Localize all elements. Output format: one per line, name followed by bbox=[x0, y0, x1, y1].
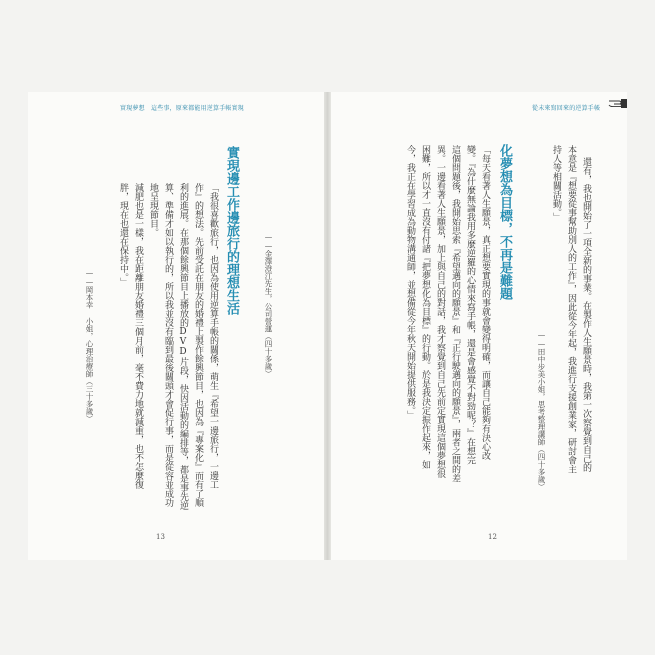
right-intro-col-1: 還有，我也開始了一項全新的事業。在製作人生願景時，我第一次察覺到自己的 bbox=[581, 157, 591, 472]
left-signature-1: ——金澤澄江先生，公司營運（四十多歲） bbox=[264, 232, 273, 378]
left-para-col-5: 地呈現節目。 bbox=[148, 183, 158, 237]
left-para-col-2: 作』的想法。先前受託在朋友的婚禮上製作餘興節目，也因為『專案化』而有了順 bbox=[193, 183, 203, 507]
right-intro-col-2: 本意是『想要從事幫助別人的工作』，因此從今年起，我進行支援創業家，研討會主 bbox=[566, 145, 576, 474]
left-para-col-3: 利的進展。在那個餘興節目上播放的DVD片段，快因活動的編排等，都是事先逆 bbox=[178, 183, 188, 510]
left-para2-col-2: 胖，現在也還在保持中。」 bbox=[118, 183, 128, 287]
right-para-col-1: 「每天看著人生願景，真正想要實現的事就會變得明確，而讓自己能夠有決心改 bbox=[480, 145, 490, 460]
left-signature-2: ——岡本幸 小姐，心理治療師（三十多歲） bbox=[85, 268, 94, 423]
page-number-right: 12 bbox=[488, 533, 497, 541]
left-para-col-4: 算、準備才如以執行的，所以我並沒有臨到最後關頭才會促行事，而是從容並成功 bbox=[163, 183, 173, 507]
right-para-col-4: 異。一邊看著人生願景，加上與自己的對話，我才察覺到自己先前定實現這個夢想很 bbox=[435, 145, 445, 478]
right-signature: ——田中步美小姐，思考整理講師（四十多歲） bbox=[537, 330, 546, 491]
right-para-col-5: 困難，所以才一直沒有付諸『把夢想化為目標』的行動。於是我決定振作起來，如 bbox=[420, 145, 430, 469]
left-para-col-1: 「我很喜歡旅行，也因為使用逆算手帳的關係，萌生『希望一邊旅行，一邊工 bbox=[208, 183, 218, 489]
book-gutter bbox=[324, 92, 331, 560]
pointing-hand-icon bbox=[608, 97, 628, 109]
left-running-head: 實現夢想 這些事，原來都能用逆算手帳實現 bbox=[120, 105, 245, 112]
right-para-col-3: 這個問題後，我開始思索『希望邁向的願景』和『正行駛邁向的願景』，兩者之間的差 bbox=[450, 145, 460, 483]
right-section-heading: 化夢想為目標，不再是難題 bbox=[497, 144, 512, 300]
left-para2-col-1: 減肥也是一樣，我在距離朋友婚禮三個月前，毫不費力地就減重，也不怎麼復 bbox=[133, 183, 143, 489]
right-para-col-6: 今，我正在學習成為動物溝通師，並想備從今年秋天開始提供服務。」 bbox=[405, 145, 415, 420]
right-intro-col-3: 持人等相關活動。」 bbox=[551, 145, 561, 222]
left-section-heading: 實現邊工作邊旅行的理想生活 bbox=[224, 146, 239, 315]
page-number-left: 13 bbox=[156, 533, 165, 541]
right-para-col-2: 變。『為什麼無論我用多麼逆羅的心情來寫手帳，還是會感覺不對勁呢？』在想完 bbox=[465, 145, 475, 465]
left-page bbox=[28, 92, 324, 560]
right-running-head: 從未來寫回來的逆算手帳 bbox=[532, 105, 601, 112]
